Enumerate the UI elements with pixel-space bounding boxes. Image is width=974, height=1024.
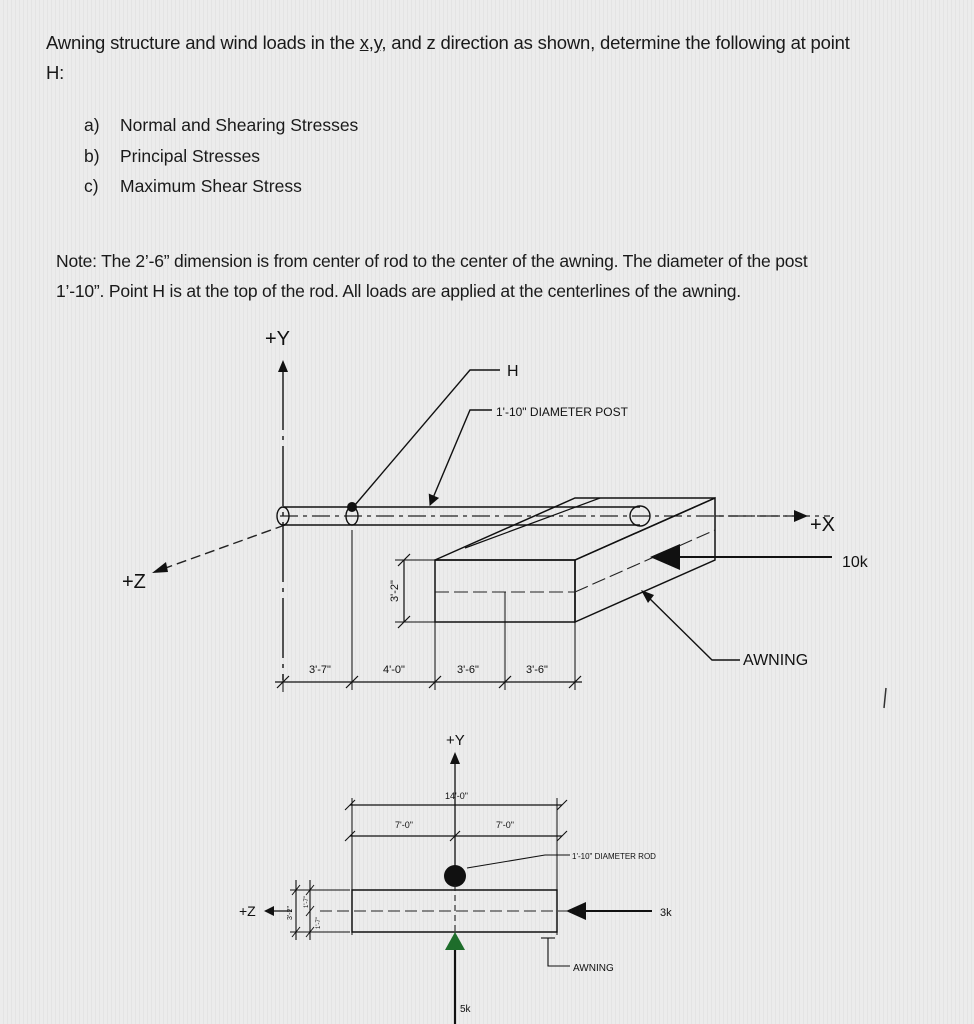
front-y-axis-label: +Y <box>446 732 465 749</box>
load-3k-label: 3k <box>660 907 672 919</box>
problem-intro-line1: Awning structure and wind loads in the x,y, and z direction as shown, determine the following at point <box>46 32 850 53</box>
front-z-axis-arrow <box>264 906 274 916</box>
awning-label: AWNING <box>743 652 809 669</box>
iso-dim-1: 3'-7" <box>309 664 331 676</box>
iso-dim-3: 3'-6" <box>457 664 479 676</box>
front-dim-top: 14'-0" <box>445 791 468 801</box>
front-awning-leader <box>548 938 570 966</box>
front-dim-side-b: 1'-7" <box>316 917 322 929</box>
iso-dim-2: 4'-0" <box>383 664 405 676</box>
xy-underlined: x,y, <box>359 32 387 53</box>
point-h-label: H <box>507 363 519 380</box>
problem-intro-line2: H: <box>46 62 65 83</box>
load-10k-label: 10k <box>842 554 868 571</box>
front-z-axis-label: +Z <box>239 903 256 919</box>
load-3k-arrow <box>566 902 586 920</box>
question-item-b: b) Principal Stresses <box>84 145 261 166</box>
x-axis-label: +X <box>810 514 836 536</box>
note-line2: 1’-10”. Point H is at the top of the rod. All loads are applied at the centerlines of the awning. <box>56 281 741 301</box>
note-line1: Note: The 2’-6” dimension is from center of rod to the center of the awning. The diameter of the post <box>56 251 808 271</box>
front-dim-side-a: 1'-7" <box>304 896 310 908</box>
question-item-c: c) Maximum Shear Stress <box>84 176 302 196</box>
front-awning-label: AWNING <box>573 963 614 974</box>
iso-dim-vertical: 3'-2" <box>389 580 401 602</box>
front-dim-left: 7'-0" <box>395 820 413 830</box>
load-5k-arrow <box>445 932 465 950</box>
front-dim-side: 3'-2" <box>287 906 294 920</box>
front-y-axis-arrow <box>450 752 460 764</box>
front-rod-dot <box>444 865 466 887</box>
front-rod-leader <box>467 855 570 868</box>
front-rod-label: 1'-10" DIAMETER ROD <box>572 852 656 861</box>
load-5k-label: 5k <box>460 1004 471 1015</box>
question-item-a: a) Normal and Shearing Stresses <box>84 115 359 135</box>
iso-dim-4: 3'-6" <box>526 664 548 676</box>
front-dim-right: 7'-0" <box>496 820 514 830</box>
z-axis-label: +Z <box>122 571 146 593</box>
y-axis-label: +Y <box>265 328 291 350</box>
post-label: 1'-10" DIAMETER POST <box>496 405 628 419</box>
